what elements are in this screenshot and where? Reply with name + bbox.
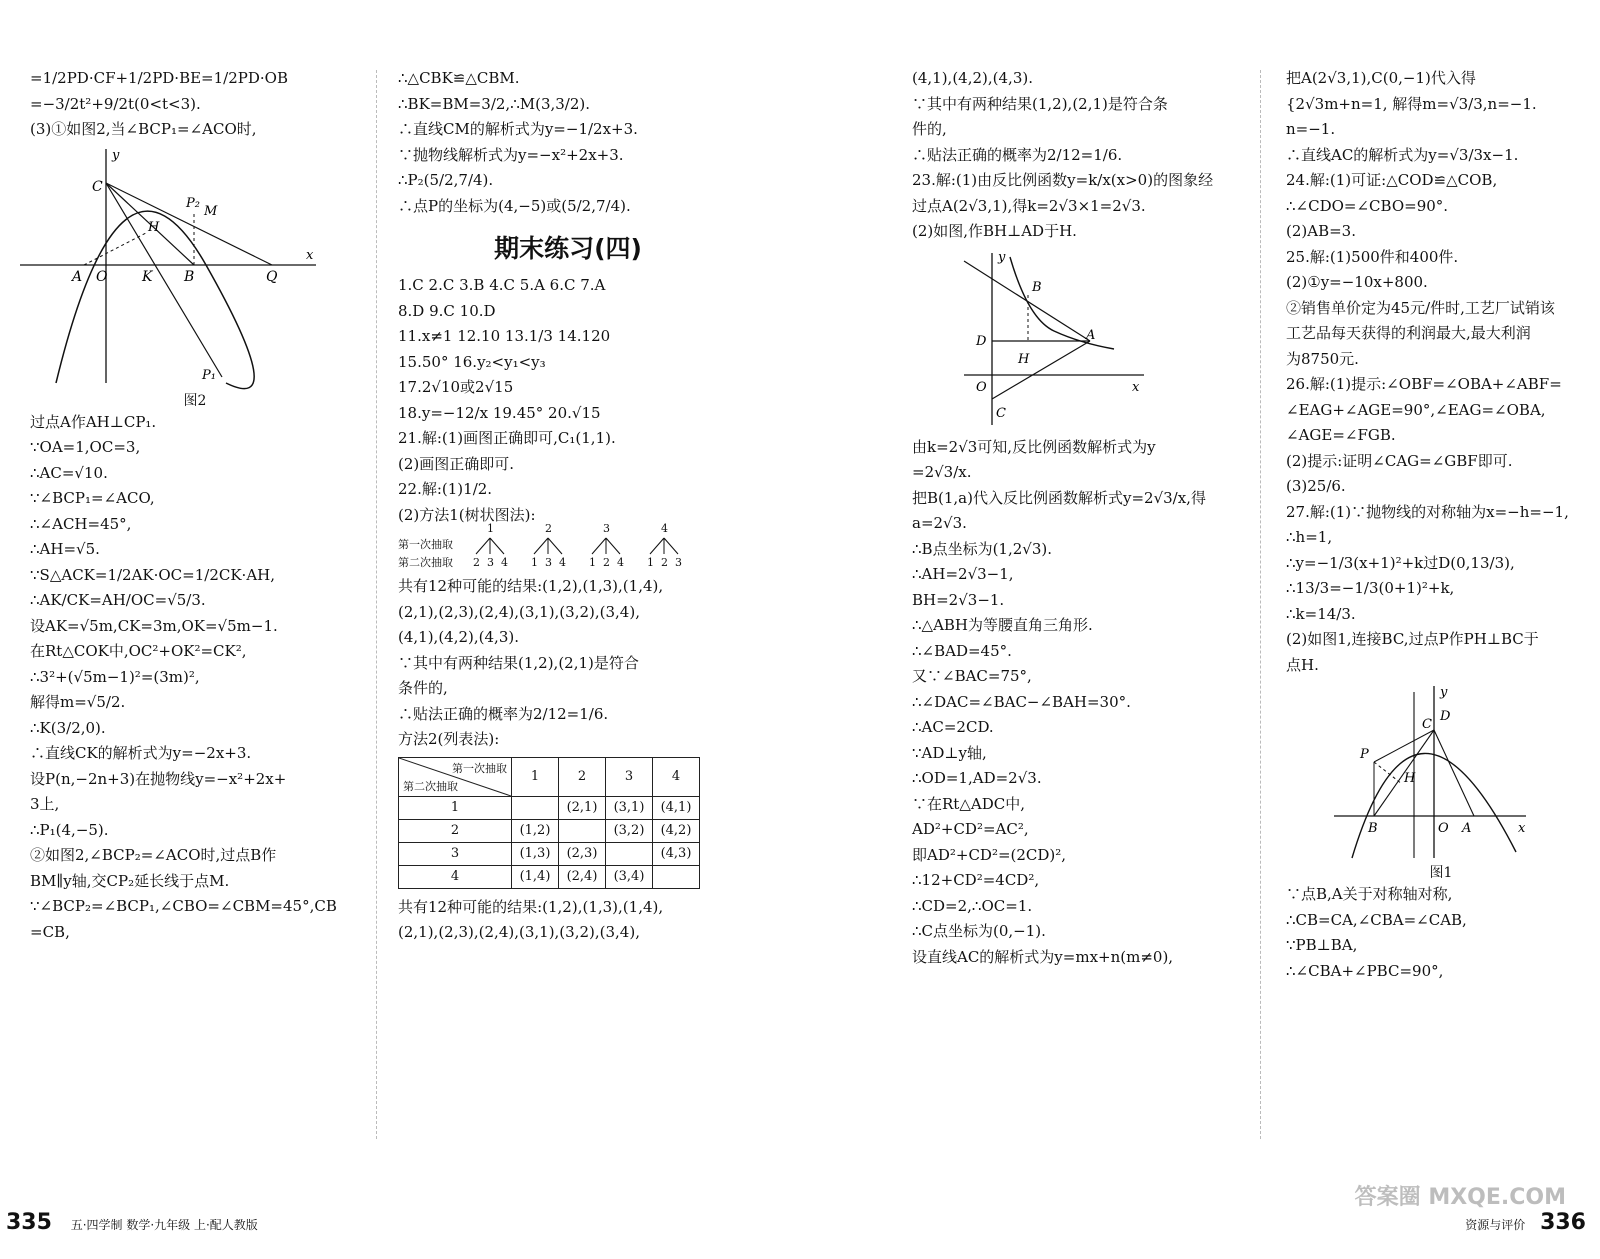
text-line: 1.C 2.C 3.B 4.C 5.A 6.C 7.A [398, 276, 606, 294]
tree-node-first: 3 [603, 522, 610, 535]
fig1-label-o: O [1438, 821, 1449, 836]
section-title: 期末练习(四) [494, 234, 642, 263]
text-line: 在Rt△COK中,OC²+OK²=CK², [30, 642, 247, 660]
tree-node-first: 2 [545, 522, 552, 535]
table-row-label: 4 [399, 865, 512, 888]
fig1-label-b: B [1368, 821, 1378, 836]
table-cell: (3,2) [606, 819, 653, 842]
text-line: 22.解:(1)1/2. [398, 480, 493, 498]
column-4 [1286, 66, 1596, 984]
fig23-label-d: D [976, 333, 987, 349]
text-line: 18.y=−12/x 19.45° 20.√15 [398, 403, 601, 422]
tree-node-first: 1 [487, 522, 494, 535]
table-col-header: 4 [653, 757, 700, 796]
fig23-label-a: A [1086, 327, 1096, 343]
text-line: ∴k=14/3. [1286, 604, 1356, 623]
text-line: ②如图2,∠BCP₂=∠ACO时,过点B作 [30, 846, 277, 864]
tree-branch-1 [476, 538, 504, 554]
text-line: ∴P₂(5/2,7/4). [398, 171, 494, 189]
parabola [56, 211, 254, 388]
text-line: ∴∠BAD=45°. [912, 641, 1012, 660]
text-line: 过点A(2√3,1),得k=2√3×1=2√3. [912, 196, 1146, 215]
fig2-label-k: K [142, 268, 153, 285]
text-line: ∴CD=2,∴OC=1. [912, 896, 1033, 915]
figure-2 [16, 145, 336, 390]
col4-top-lines [1286, 66, 1596, 678]
table-cell: (2,1) [559, 796, 606, 819]
fig2-label-p2: P₂ [186, 195, 200, 211]
text-line: {2√3m+n=1, 解得m=√3/3,n=−1. [1286, 94, 1537, 113]
tree-node-second: 4 [617, 556, 624, 569]
fig2-label-p1: P₁ [202, 367, 216, 383]
table-cell: (1,4) [512, 865, 559, 888]
text-line: 8.D 9.C 10.D [398, 301, 496, 320]
tree-branch-3 [592, 538, 620, 554]
table-cell [512, 796, 559, 819]
text-line: ∴AK/CK=AH/OC=√5/3. [30, 591, 206, 609]
fig1-label-p: P [1360, 747, 1369, 762]
text-line: (2)AB=3. [1286, 222, 1356, 240]
text-line: 设AK=√5m,CK=3m,OK=√5m−1. [30, 616, 278, 635]
text-line: ∴C点坐标为(0,−1). [912, 922, 1046, 940]
text-line: ∴y=−1/3(x+1)²+k过D(0,13/3), [1286, 553, 1515, 572]
fig2-label-o: O [96, 268, 108, 285]
tree-node-second: 4 [559, 556, 566, 569]
text-line: =1/2PD·CF+1/2PD·BE=1/2PD·OB [30, 69, 288, 87]
text-line: 把B(1,a)代入反比例函数解析式y=2√3/x,得 [912, 488, 1206, 507]
text-line: ∴AH=√5. [30, 540, 100, 558]
table-cell: (4,1) [653, 796, 700, 819]
line-pc [1374, 730, 1434, 762]
text-line: ∴∠CBA+∠PBC=90°, [1286, 961, 1444, 980]
text-line: ②销售单价定为45元/件时,工艺厂试销该 [1286, 298, 1555, 317]
divider-right [1260, 70, 1261, 1139]
text-line: 26.解:(1)提示:∠OBF=∠OBA+∠ABF= [1286, 375, 1562, 393]
text-line: (3)25/6. [1286, 477, 1346, 495]
text-line: ∵其中有两种结果(1,2),(2,1)是符合 [398, 653, 639, 672]
text-line: ∴∠ACH=45°, [30, 514, 132, 533]
text-line: 共有12种可能的结果:(1,2),(1,3),(1,4), [398, 577, 664, 595]
text-line: 由k=2√3可知,反比例函数解析式为y [912, 437, 1156, 456]
text-line: BH=2√3−1. [912, 590, 1005, 609]
fig2-label-y: y [112, 147, 120, 163]
fig23-label-y: y [998, 249, 1006, 265]
fig23-label-c: C [996, 405, 1006, 421]
table-row [399, 796, 700, 819]
tree-node-second: 3 [545, 556, 552, 569]
text-line: ∴△CBK≌△CBM. [398, 69, 520, 87]
fig1-label-y: y [1440, 685, 1448, 700]
text-line: 27.解:(1)∵抛物线的对称轴为x=−h=−1, [1286, 502, 1569, 521]
table-corner [399, 757, 512, 796]
text-line: 条件的, [398, 679, 448, 697]
text-line: ∵∠BCP₁=∠ACO, [30, 489, 155, 507]
text-line: ∵∠BCP₂=∠BCP₁,∠CBO=∠CBM=45°,CB [30, 897, 337, 915]
watermark: 答案圈 MXQE.COM [1354, 1185, 1566, 1210]
text-line: 为8750元. [1286, 349, 1359, 368]
table-header-second: 第二次抽取 [403, 779, 458, 793]
tree-diagram [398, 522, 738, 574]
hyperbola [1010, 257, 1114, 349]
tree-label-second: 第二次抽取 [398, 556, 453, 569]
table-cell: (4,2) [653, 819, 700, 842]
footer-text-right: 资源与评价 [1465, 1218, 1526, 1232]
col2-bottom-lines [398, 895, 738, 946]
tree-node-second: 2 [661, 556, 668, 569]
table-row-label: 3 [399, 842, 512, 865]
text-line: ∴贴法正确的概率为2/12=1/6. [912, 145, 1123, 164]
text-line: a=2√3. [912, 514, 967, 532]
text-line: 点H. [1286, 655, 1319, 674]
text-line: ∵在Rt△ADC中, [912, 794, 1025, 813]
text-line: ∴点P的坐标为(4,−5)或(5/2,7/4). [398, 196, 631, 215]
table-cell: (3,1) [606, 796, 653, 819]
tree-node-second: 1 [531, 556, 538, 569]
tree-node-second: 1 [589, 556, 596, 569]
text-line: 解得m=√5/2. [30, 693, 126, 711]
answer-list [398, 273, 738, 528]
text-line: =−3/2t²+9/2t(0<t<3). [30, 94, 201, 113]
text-line: 件的, [912, 120, 947, 138]
text-line: ∵PB⊥BA, [1286, 936, 1358, 954]
text-line: 11.x≠1 12.10 13.1/3 14.120 [398, 327, 611, 345]
text-line: ∴直线AC的解析式为y=√3/3x−1. [1286, 145, 1519, 164]
footer-text-left: 五·四学制 数学·九年级 上·配人教版 [70, 1218, 258, 1232]
footer-right [1465, 1210, 1586, 1235]
figure-2-caption: 图2 [183, 392, 207, 409]
tree-node-second: 3 [675, 556, 682, 569]
text-line: (2,1),(2,3),(2,4),(3,1),(3,2),(3,4), [398, 602, 640, 621]
tree-node-first: 4 [661, 522, 668, 535]
text-line: 15.50° 16.y₂<y₁<y₃ [398, 352, 546, 371]
text-line: (2)方法1(树状图法): [398, 505, 536, 524]
text-line: n=−1. [1286, 120, 1336, 138]
text-line: ∵AD⊥y轴, [912, 743, 987, 762]
text-line: BM∥y轴,交CP₂延长线于点M. [30, 871, 230, 890]
text-line: ∴P₁(4,−5). [30, 820, 109, 839]
divider-left [376, 70, 377, 1139]
text-line: ∴AC=√10. [30, 463, 108, 482]
table-col-header: 1 [512, 757, 559, 796]
text-line: ∵其中有两种结果(1,2),(2,1)是符合条 [912, 94, 1168, 113]
text-line: ∴13/3=−1/3(0+1)²+k, [1286, 579, 1455, 597]
text-line: ∠EAG+∠AGE=90°,∠EAG=∠OBA, [1286, 400, 1546, 419]
table-body [399, 796, 700, 888]
text-line: 24.解:(1)可证:△COD≌△COB, [1286, 171, 1498, 189]
figure-23 [962, 249, 1152, 429]
fig2-label-x: x [306, 247, 314, 263]
table-col-header: 3 [606, 757, 653, 796]
text-line: ∴CB=CA,∠CBA=∠CAB, [1286, 910, 1467, 929]
col2-mid-lines [398, 574, 738, 753]
text-line: ∴△ABH为等腰直角三角形. [912, 616, 1093, 634]
outcome-table [398, 757, 700, 889]
line-ab [964, 261, 1090, 341]
fig23-label-b: B [1032, 279, 1042, 295]
figure-1-caption: 图1 [1429, 865, 1453, 881]
table-col-header: 2 [559, 757, 606, 796]
text-line: 工艺品每天获得的利润最大,最大利润 [1286, 324, 1531, 342]
fig2-label-b: B [184, 268, 195, 285]
tree-branch-2 [534, 538, 562, 554]
table-cell: (1,2) [512, 819, 559, 842]
text-line: 即AD²+CD²=(2CD)², [912, 845, 1067, 864]
text-line: 共有12种可能的结果:(1,2),(1,3),(1,4), [398, 897, 664, 916]
table-cell: (2,4) [559, 865, 606, 888]
footer-left [6, 1210, 258, 1235]
text-line: =2√3/x. [912, 463, 972, 481]
text-line: ∴∠DAC=∠BAC−∠BAH=30°. [912, 692, 1131, 711]
text-line: (2)如图,作BH⊥AD于H. [912, 222, 1077, 240]
text-line: 21.解:(1)画图正确即可,C₁(1,1). [398, 429, 616, 447]
fig2-label-a: A [72, 268, 83, 285]
fig1-label-x: x [1518, 821, 1526, 836]
text-line: ∴BK=BM=3/2,∴M(3,3/2). [398, 94, 591, 113]
tree-node-second: 2 [473, 556, 480, 569]
table-row [399, 842, 700, 865]
text-line: ∵S△ACK=1/2AK·OC=1/2CK·AH, [30, 565, 276, 584]
text-line: 23.解:(1)由反比例函数y=k/x(x>0)的图象经 [912, 171, 1214, 189]
text-line: (2,1),(2,3),(2,4),(3,1),(3,2),(3,4), [398, 923, 640, 941]
table-header-row [399, 757, 700, 796]
fig1-label-c: C [1422, 717, 1432, 732]
column-3 [912, 66, 1242, 970]
text-line: ∴12+CD²=4CD², [912, 871, 1040, 889]
text-line: ∴OD=1,AD=2√3. [912, 769, 1042, 787]
fig2-label-h: H [148, 219, 160, 235]
tree-node-second: 2 [603, 556, 610, 569]
col1-top-lines [30, 66, 360, 143]
text-line: (2)如图1,连接BC,过点P作PH⊥BC于 [1286, 630, 1539, 648]
fig23-label-x: x [1132, 379, 1140, 395]
fig2-label-c: C [92, 178, 103, 195]
fig1-label-a: A [1462, 821, 1472, 836]
col1-bottom-lines [30, 410, 360, 946]
fig1-label-d: D [1440, 709, 1451, 724]
table-cell: (1,3) [512, 842, 559, 865]
fig23-label-h: H [1018, 351, 1030, 367]
table-cell [559, 819, 606, 842]
tree-node-second: 1 [647, 556, 654, 569]
text-line: ∵点B,A关于对称轴对称, [1286, 885, 1453, 903]
text-line: (4,1),(4,2),(4,3). [912, 69, 1033, 87]
column-1 [30, 66, 360, 945]
text-line: ∴AH=2√3−1, [912, 565, 1014, 583]
table-row-label: 2 [399, 819, 512, 842]
col2-top-lines [398, 66, 738, 219]
text-line: 设直线AC的解析式为y=mx+n(m≠0), [912, 947, 1174, 966]
text-line: 25.解:(1)500件和400件. [1286, 247, 1459, 266]
table-row-label: 1 [399, 796, 512, 819]
page-number-right: 336 [1540, 1210, 1586, 1235]
text-line: AD²+CD²=AC², [912, 820, 1029, 838]
figure-1 [1330, 682, 1540, 862]
text-line: 设P(n,−2n+3)在抛物线y=−x²+2x+ [30, 769, 287, 788]
col3-bottom-lines [912, 435, 1242, 971]
text-line: ∴3²+(√5m−1)²=(3m)², [30, 667, 200, 686]
text-line: 过点A作AH⊥CP₁. [30, 412, 157, 431]
text-line: (2)提示:证明∠CAG=∠GBF即可. [1286, 451, 1513, 470]
text-line: =CB, [30, 922, 70, 941]
table-row [399, 819, 700, 842]
text-line: (2)①y=−10x+800. [1286, 273, 1428, 291]
col3-top-lines [912, 66, 1242, 245]
table-cell [653, 865, 700, 888]
text-line: ∴∠CDO=∠CBO=90°. [1286, 196, 1449, 215]
table-cell: (4,3) [653, 842, 700, 865]
text-line: ∴直线CK的解析式为y=−2x+3. [30, 744, 252, 762]
text-line: 又∵∠BAC=75°, [912, 667, 1032, 685]
text-line: (3)①如图2,当∠BCP₁=∠ACO时, [30, 120, 257, 138]
fig23-label-o: O [976, 379, 987, 395]
column-2 [398, 66, 738, 946]
line-ca [992, 341, 1090, 399]
text-line: ∴h=1, [1286, 528, 1333, 546]
text-line: ∵抛物线解析式为y=−x²+2x+3. [398, 145, 624, 164]
line-ca [1434, 730, 1474, 816]
text-line: ∴B点坐标为(1,2√3). [912, 539, 1052, 558]
line-ah [84, 233, 146, 265]
fig2-label-m: M [204, 203, 218, 219]
text-line: (4,1),(4,2),(4,3). [398, 628, 519, 646]
table-cell: (2,3) [559, 842, 606, 865]
col4-bottom-lines [1286, 882, 1596, 984]
fig2-label-q: Q [266, 268, 278, 285]
text-line: 方法2(列表法): [398, 730, 500, 748]
tree-node-second: 3 [487, 556, 494, 569]
text-line: ∴贴法正确的概率为2/12=1/6. [398, 704, 609, 723]
text-line: ∵OA=1,OC=3, [30, 438, 141, 456]
tree-branch-4 [650, 538, 678, 554]
table-header-first: 第一次抽取 [452, 761, 507, 775]
tree-label-first: 第一次抽取 [398, 538, 453, 551]
text-line: ∴AC=2CD. [912, 718, 994, 736]
text-line: (2)画图正确即可. [398, 454, 515, 473]
text-line: ∠AGE=∠FGB. [1286, 426, 1396, 444]
text-line: ∴K(3/2,0). [30, 718, 106, 737]
table-cell: (3,4) [606, 865, 653, 888]
tree-node-second: 4 [501, 556, 508, 569]
table-row [399, 865, 700, 888]
text-line: ∴直线CM的解析式为y=−1/2x+3. [398, 120, 638, 138]
page-number-left: 335 [6, 1210, 52, 1235]
text-line: 3上, [30, 795, 60, 813]
text-line: 把A(2√3,1),C(0,−1)代入得 [1286, 69, 1476, 87]
table-cell [606, 842, 653, 865]
fig1-label-h: H [1404, 771, 1416, 786]
text-line: 17.2√10或2√15 [398, 378, 514, 396]
